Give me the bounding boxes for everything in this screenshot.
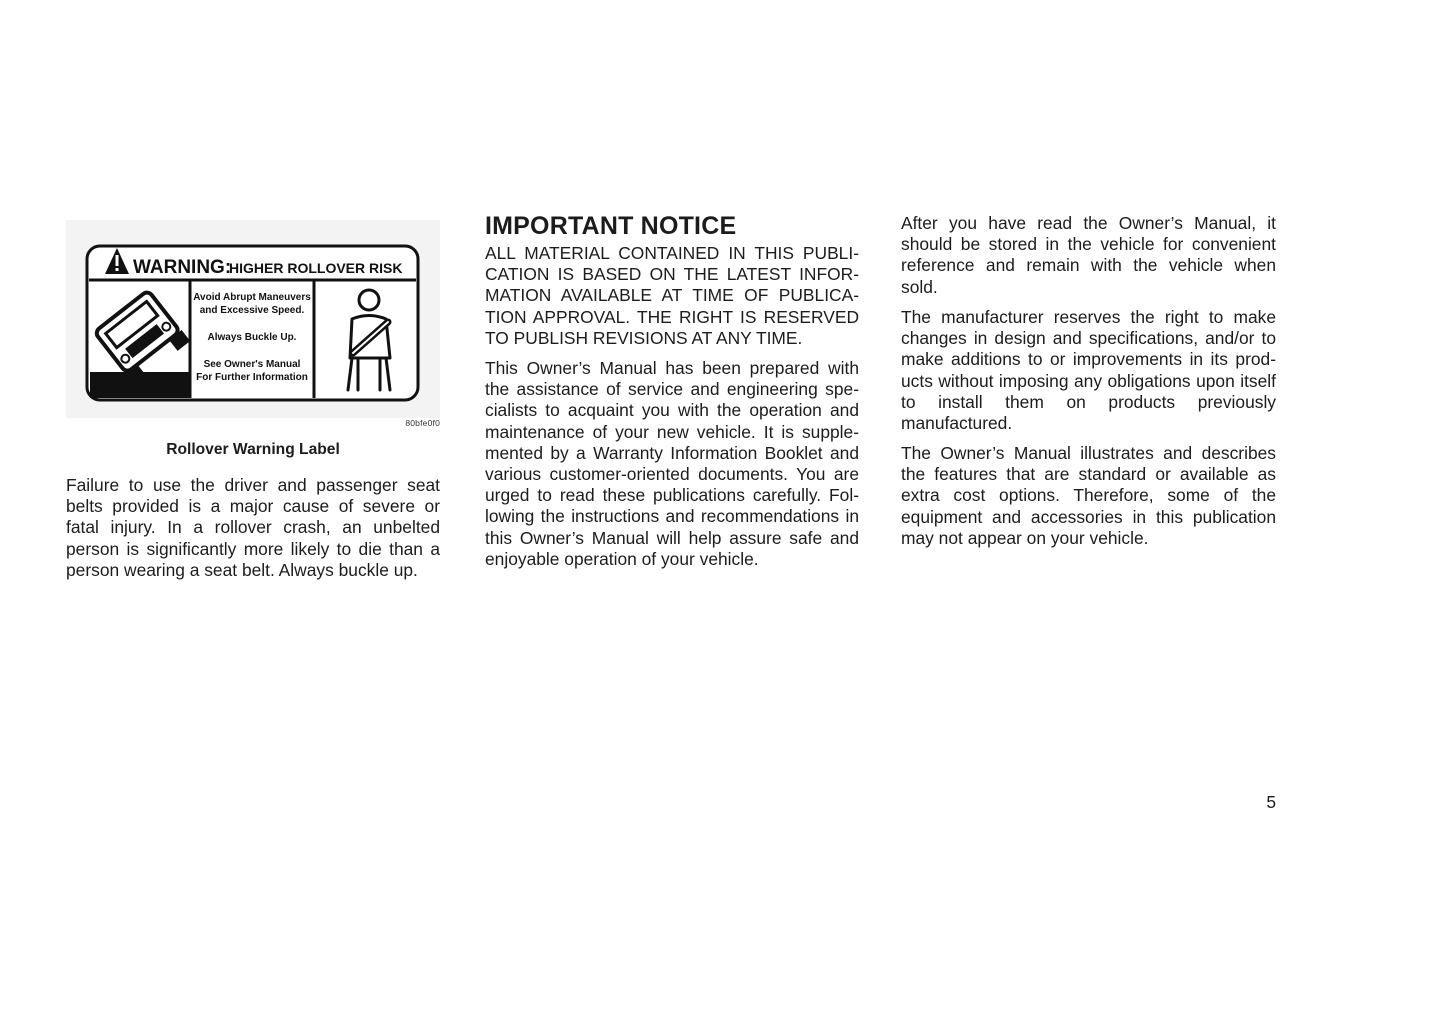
- rollover-warning-label-figure: [66, 220, 440, 432]
- page-number: 5: [1266, 792, 1276, 812]
- notice-body-text: This Owner’s Manual has been prepared with the assistance of service and engineering specialists to acquaint you with the operation and maintenance of your new vehicle. It is supplemented by a Warranty Information Booklet and various customer-oriented documents. You are urged to read these publications carefully. Following the instructions and recommendations in this Owner’s Manual will help assure safe and enjoyable operation of your vehicle.: [485, 358, 859, 569]
- label-line-avoid: Avoid Abrupt Maneuvers: [193, 292, 311, 303]
- figure-caption: Rollover Warning Label: [166, 441, 340, 458]
- label-line-see-manual: See Owner's Manual: [203, 359, 301, 370]
- storage-text: After you have read the Owner’s Manual, it should be stored in the vehicle for convenient reference and remain with the vehicle when sold.: [901, 213, 1276, 297]
- features-paragraph: [901, 443, 1276, 549]
- storage-paragraph: [901, 213, 1276, 298]
- label-line-further-info: For Further Information: [196, 372, 308, 383]
- manufacturer-rights-text: The manufacturer reserves the right to make changes in design and specifications, and/or to make additions to or improvements in its products without imposing any obligations upon itself to install them on products previously manufactured.: [901, 307, 1276, 434]
- seatbelt-text: Failure to use the driver and passenger seat belts provided is a major cause of severe or fatal injury. In a rollover crash, an unbelted person is significantly more likely to die than a person wearing a seat belt. Always buckle up.: [66, 475, 440, 580]
- seatbelt-paragraph: [66, 475, 440, 581]
- notice-caps-paragraph: [485, 243, 859, 349]
- features-text: The Owner’s Manual illustrates and describes the features that are standard or available as extra cost options. Therefore, some of the equipment and accessories in this publication may not appear on your vehicle.: [901, 443, 1276, 548]
- important-notice-heading: IMPORTANT NOTICE: [485, 212, 737, 240]
- notice-body-paragraph: [485, 358, 859, 570]
- label-warning-word: WARNING:: [133, 257, 232, 278]
- notice-caps-text: ALL MATERIAL CONTAINED IN THIS PUBLICATION IS BASED ON THE LATEST INFORMATION AVAILABLE AT TIME OF PUBLICATION APPROVAL. THE RIGHT IS RESERVED TO PUBLISH REVISIONS AT ANY TIME.: [485, 243, 859, 348]
- label-line-speed: and Excessive Speed.: [199, 305, 305, 316]
- label-warning-risk: HIGHER ROLLOVER RISK: [229, 260, 403, 276]
- label-line-buckle: Always Buckle Up.: [207, 332, 297, 343]
- figure-code: 80bfe0f0: [405, 418, 440, 428]
- manufacturer-rights-paragraph: [901, 307, 1276, 434]
